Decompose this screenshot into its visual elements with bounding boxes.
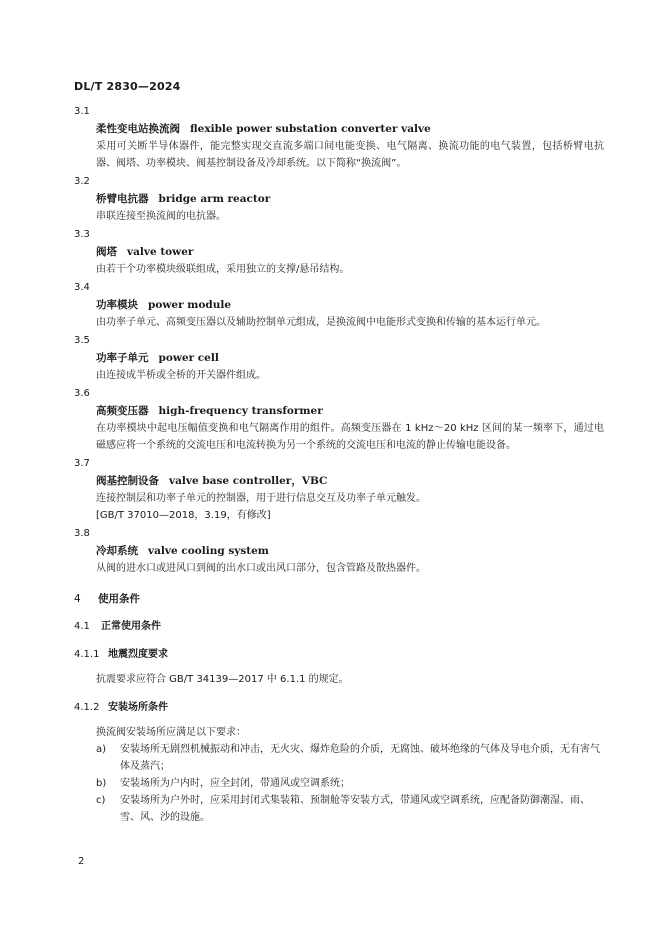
term-title (96, 296, 604, 314)
list-text: 安装场所为户外时，应采用封闭式集装箱、预制舱等安装方式，带通风或空调系统，应配备防御潮湿、雨、雪、风、沙的设施。 (120, 795, 590, 823)
term-chinese: 高频变压器 (96, 405, 149, 417)
term-number: 3.2 (74, 176, 90, 187)
term-number: 3.1 (74, 106, 90, 117)
term-entry (74, 229, 604, 278)
list-marker: a) (96, 744, 107, 755)
term-english: valve cooling system (148, 545, 269, 557)
term-definition: 在功率模块中起电压幅值变换和电气隔离作用的组件。高频变压器在 1 kHz～20 kHz 区间的某一频率下，通过电磁感应将一个系统的交流电压和电流转换为另一个系统的交流电压和电流的静止传输电能设备。 (96, 423, 604, 451)
page-number: 2 (78, 856, 85, 867)
section-4-1-1-heading (74, 647, 604, 663)
term-title (96, 120, 604, 138)
term-english: high-frequency transformer (158, 405, 323, 417)
term-entry (74, 106, 604, 172)
term-title (96, 402, 604, 420)
section-4-heading (74, 591, 604, 607)
section-title: 安装场所条件 (108, 702, 168, 713)
term-entry (74, 176, 604, 225)
term-definition: 从阀的进水口或进风口到阀的出水口或出风口部分，包含管路及散热器件。 (96, 563, 426, 574)
seismic-requirement-text: 抗震要求应符合 GB/T 34139—2017 中 6.1.1 的规定。 (96, 674, 349, 685)
term-definition: 采用可关断半导体器件，能完整实现交直流多端口间电能变换、电气隔离、换流功能的电气装置，包括桥臂电抗器、阀塔、功率模块、阀基控制设备及冷却系统。以下简称“换流阀”。 (96, 141, 604, 169)
term-chinese: 功率子单元 (96, 352, 149, 364)
list-marker: c) (96, 795, 106, 806)
term-english: valve base controller，VBC (169, 475, 328, 487)
term-english: power module (148, 299, 232, 311)
term-chinese: 阀塔 (96, 246, 117, 258)
term-number: 3.8 (74, 528, 90, 539)
term-entry (74, 528, 604, 577)
term-definition: 由连接成半桥或全桥的开关器件组成。 (96, 370, 266, 381)
term-chinese: 功率模块 (96, 299, 138, 311)
term-title (96, 190, 604, 208)
terms-list (74, 106, 604, 577)
term-entry (74, 388, 604, 454)
term-number: 3.6 (74, 388, 90, 399)
list-text: 安装场所为户内时，应全封闭，带通风或空调系统； (120, 778, 350, 789)
section-title: 正常使用条件 (101, 621, 161, 632)
section-number: 4.1.1 (74, 649, 100, 660)
section-number: 4.1 (74, 621, 90, 632)
requirements-list (74, 741, 604, 826)
term-english: power cell (158, 352, 219, 364)
term-definition: 由功率子单元、高频变压器以及辅助控制单元组成，是换流阀中电能形式变换和传输的基本运行单元。 (96, 317, 546, 328)
section-4-1-heading (74, 619, 604, 635)
list-item (96, 792, 604, 826)
term-number: 3.3 (74, 229, 90, 240)
term-number: 3.5 (74, 335, 90, 346)
section-4-1-2-heading (74, 700, 604, 716)
term-english: valve tower (127, 246, 194, 258)
term-entry (74, 458, 604, 524)
term-title (96, 472, 604, 490)
term-entry (74, 282, 604, 331)
term-definition: 串联连接至换流阀的电抗器。 (96, 211, 226, 222)
term-definition: 连接控制层和功率子单元的控制器，用于进行信息交互及功率子单元触发。 (96, 493, 426, 504)
term-title (96, 349, 604, 367)
list-item (96, 775, 604, 792)
term-english: bridge arm reactor (158, 193, 271, 205)
term-english: flexible power substation converter valve (190, 123, 431, 135)
section-number: 4.1.2 (74, 702, 100, 713)
term-chinese: 柔性变电站换流阀 (96, 123, 180, 135)
section-number: 4 (74, 593, 81, 605)
term-definition: 由若干个功率模块级联组成，采用独立的支撑/悬吊结构。 (96, 264, 350, 275)
term-number: 3.7 (74, 458, 90, 469)
term-source-note: [GB/T 37010—2018，3.19，有修改] (96, 510, 271, 521)
term-entry (74, 335, 604, 384)
list-marker: b) (96, 778, 107, 789)
section-title: 使用条件 (98, 593, 140, 605)
term-title (96, 542, 604, 560)
term-chinese: 冷却系统 (96, 545, 138, 557)
list-item (96, 741, 604, 775)
installation-intro: 换流阀安装场所应满足以下要求： (96, 727, 246, 738)
term-chinese: 桥臂电抗器 (96, 193, 149, 205)
term-chinese: 阀基控制设备 (96, 475, 159, 487)
standard-code-header: DL/T 2830—2024 (74, 80, 181, 93)
document-body (74, 102, 604, 826)
term-title (96, 243, 604, 261)
term-number: 3.4 (74, 282, 90, 293)
list-text: 安装场所无剧烈机械振动和冲击，无火灾、爆炸危险的介质，无腐蚀、破坏绝缘的气体及导电介质，无有害气体及蒸汽； (120, 744, 600, 772)
section-title: 地震烈度要求 (108, 649, 168, 660)
